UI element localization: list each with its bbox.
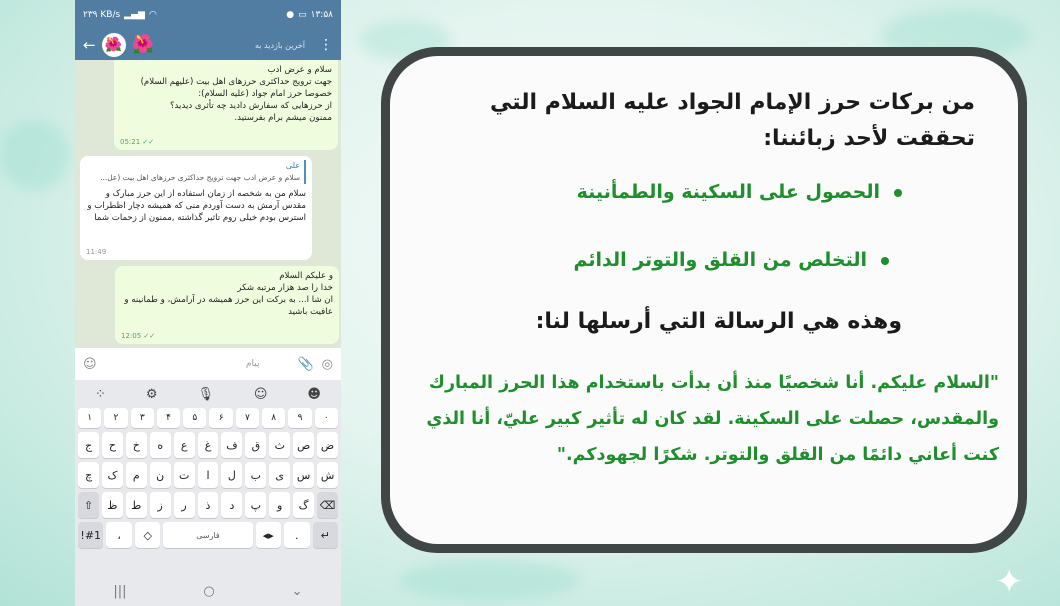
key[interactable]: م	[126, 462, 147, 488]
language-switch-icon[interactable]: ◇	[135, 522, 160, 548]
key[interactable]: خ	[126, 432, 147, 458]
chat-header	[75, 30, 341, 60]
enter-key-icon[interactable]: ↵	[313, 522, 338, 548]
key[interactable]: چ	[78, 462, 99, 488]
key[interactable]: ح	[102, 432, 123, 458]
backspace-key-icon[interactable]: ⌫	[317, 492, 338, 518]
message-bubble-incoming[interactable]	[80, 156, 312, 260]
key[interactable]: ش	[317, 462, 338, 488]
message-time: 11:49	[86, 248, 107, 256]
benefit-item	[577, 181, 902, 203]
keyboard-number-row	[75, 408, 341, 428]
avatar[interactable]	[102, 33, 126, 57]
key[interactable]: ط	[126, 492, 147, 518]
reply-preview[interactable]	[86, 160, 306, 184]
testimonial-card-inner	[390, 56, 1018, 544]
message-input[interactable]: پیام	[245, 359, 260, 369]
cursor-key-icon[interactable]: ◂▸	[256, 522, 281, 548]
key[interactable]: ۹	[288, 408, 311, 428]
bullet-icon	[881, 257, 889, 265]
key[interactable]: ظ	[102, 492, 123, 518]
status-bar	[75, 0, 341, 30]
status-time: ۱۳:۵۸	[310, 10, 333, 20]
key[interactable]: ض	[317, 432, 338, 458]
key[interactable]: ت	[174, 462, 195, 488]
home-icon[interactable]: ○	[203, 583, 215, 599]
key[interactable]: غ	[198, 432, 219, 458]
message-time: 05:21 ✓✓	[120, 138, 155, 146]
message-bubble-outgoing[interactable]	[114, 60, 338, 150]
sticker-icon[interactable]: ☺	[253, 386, 268, 402]
key[interactable]: ث	[269, 432, 290, 458]
emoji-icon[interactable]: ☻	[307, 386, 321, 402]
key[interactable]: س	[293, 462, 314, 488]
key[interactable]: ا	[198, 462, 219, 488]
key[interactable]: ه	[150, 432, 171, 458]
key[interactable]: ن	[150, 462, 171, 488]
key[interactable]: ۱	[78, 408, 101, 428]
key[interactable]: پ	[245, 492, 266, 518]
signal-icon: ▂▄▆	[124, 10, 145, 20]
key[interactable]: ع	[174, 432, 195, 458]
camera-icon[interactable]: ◎	[321, 356, 333, 372]
key[interactable]: ج	[78, 432, 99, 458]
key[interactable]: ز	[150, 492, 171, 518]
background-splash	[0, 120, 70, 190]
last-seen-label: آخرین بازدید به	[254, 40, 305, 50]
key[interactable]: و	[269, 492, 290, 518]
card-subheading: وهذه هي الرسالة التي أرسلها لنا:	[535, 309, 902, 334]
key[interactable]: ۶	[209, 408, 232, 428]
reply-text: سلام و عرض ادب جهت ترویج حداکثری حرزهای اهل بیت (عل...	[100, 173, 300, 182]
benefit-text: الحصول على السكينة والطمأنينة	[576, 181, 880, 203]
key[interactable]: ۴	[157, 408, 180, 428]
testimonial-card	[381, 47, 1027, 553]
contact-name[interactable]: 🌺	[131, 34, 154, 55]
apps-icon[interactable]: ⁘	[94, 386, 106, 402]
status-info: ۲۳۹ KB/s	[83, 10, 121, 20]
wifi-icon: ◠	[148, 10, 157, 20]
reply-name: علی	[285, 161, 300, 170]
message-text: سلام و عرض ادب جهت ترویج حداکثری حرزهای اهل بیت (علیهم السلام) خصوصا حرز امام جواد (علیه السلام): از حرزهایی که سفارش دادید چه تأثری دیدید؟ ممنون میشم برام بفرستید.	[140, 65, 332, 123]
key[interactable]: ذ	[198, 492, 219, 518]
key[interactable]: ی	[269, 462, 290, 488]
key[interactable]: ص	[293, 432, 314, 458]
key[interactable]: ۵	[183, 408, 206, 428]
chat-area[interactable]	[75, 60, 341, 348]
card-heading: من بركات حرز الإمام الجواد عليه السلام التي تحققت لأحد زبائننا:	[490, 90, 975, 151]
customer-quote: "السلام عليكم. أنا شخصيًا منذ أن بدأت باستخدام هذا الحرز المبارك والمقدس، حصلت على السكينة. لقد كان له تأثير كبير عليّ، أنا الذي كنت أعاني دائمًا من القلق والتوتر. شكرًا لجهودكم."	[426, 373, 999, 465]
key[interactable]: د	[221, 492, 242, 518]
more-options-icon[interactable]: ⋮	[319, 37, 333, 53]
comma-key[interactable]: ،	[106, 522, 131, 548]
flower-icon: 🌺	[104, 37, 123, 53]
emoji-icon[interactable]: ☺	[83, 356, 97, 372]
key[interactable]: ۸	[262, 408, 285, 428]
benefit-text: التخلص من القلق والتوتر الدائم	[573, 249, 867, 271]
back-arrow-icon[interactable]: ←	[83, 36, 96, 54]
mic-icon[interactable]: 🎙	[197, 386, 214, 402]
space-key[interactable]: فارسی	[163, 522, 252, 548]
notification-icon: ●	[286, 10, 295, 20]
keyboard-row	[75, 522, 341, 548]
key[interactable]: ب	[245, 462, 266, 488]
benefit-item	[573, 249, 889, 271]
key[interactable]: ۰	[315, 408, 338, 428]
key[interactable]: ف	[221, 432, 242, 458]
period-key[interactable]: .	[284, 522, 309, 548]
key[interactable]: ک	[102, 462, 123, 488]
message-text: و علیکم السلام خدا را صد هزار مرتبه شکر ان شا ا... به برکت این حرز همیشه در آرامش، و طمانینه و عافیت باشید	[124, 271, 333, 317]
message-time: 12:05 ✓✓	[121, 332, 156, 340]
system-nav-bar	[75, 576, 341, 606]
keyboard	[75, 380, 341, 576]
recent-apps-icon[interactable]: |||	[113, 583, 127, 599]
key[interactable]: گ	[293, 492, 314, 518]
back-nav-icon[interactable]: ⌄	[291, 583, 303, 599]
shift-key-icon[interactable]: ⇧	[78, 492, 99, 518]
message-bubble-outgoing[interactable]	[115, 266, 339, 344]
key[interactable]: ۷	[236, 408, 259, 428]
keyboard-row	[75, 432, 341, 458]
battery-icon: ▭	[298, 10, 307, 20]
key[interactable]: ق	[245, 432, 266, 458]
key[interactable]: ۲	[104, 408, 127, 428]
key[interactable]: ر	[174, 492, 195, 518]
keyboard-row	[75, 462, 341, 488]
sparkle-icon: ✦	[995, 562, 1024, 602]
keyboard-toolbar	[75, 380, 341, 408]
message-text: سلام من به شخصه از زمان استفاده از این حرز مبارک و مقدس آرمش به دست آوردم منی که همیشه دچار اظطراب و استرس بودم خیلی روم تاثیر گذاشته ,ممنون از زحمات شما	[87, 189, 306, 223]
key[interactable]: ل	[221, 462, 242, 488]
key[interactable]: ۳	[131, 408, 154, 428]
attach-icon[interactable]: 📎	[297, 356, 314, 372]
bullet-icon	[894, 189, 902, 197]
symbols-key[interactable]: !#1	[78, 522, 103, 548]
message-input-bar	[75, 348, 341, 380]
settings-icon[interactable]: ⚙	[145, 386, 158, 402]
background-splash	[400, 560, 580, 600]
phone-screenshot	[75, 0, 341, 606]
keyboard-row	[75, 492, 341, 518]
